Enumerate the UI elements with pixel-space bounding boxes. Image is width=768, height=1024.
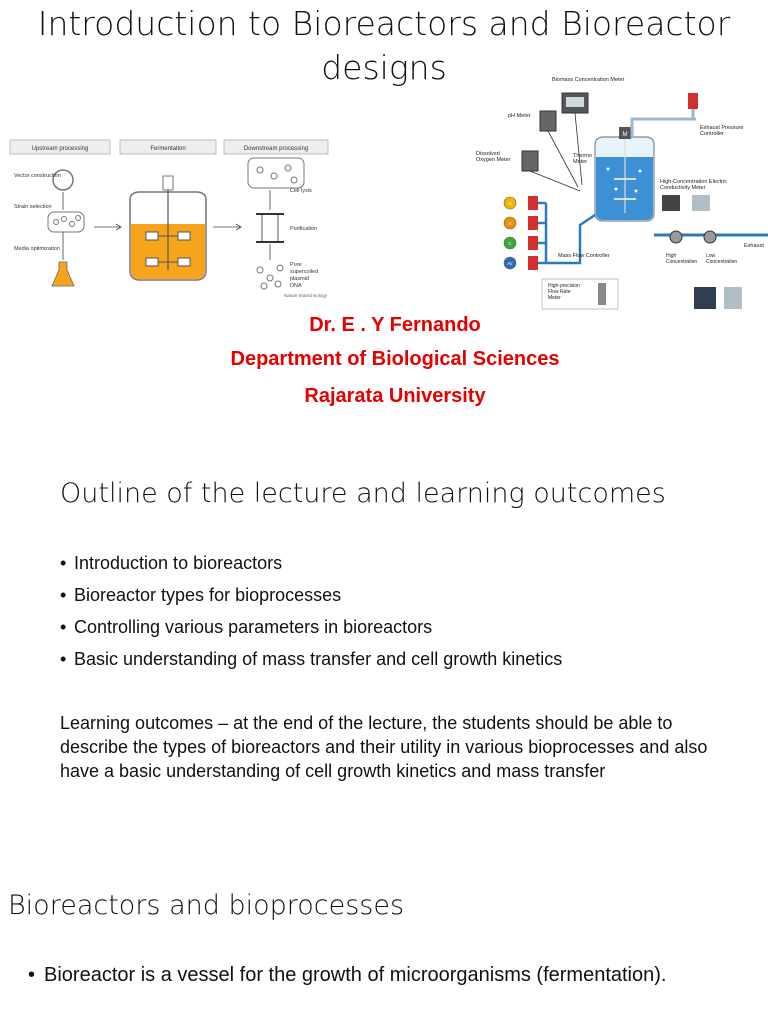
stage-upstream: Upstream processing <box>31 146 89 152</box>
label-purification: Purification <box>290 226 318 232</box>
gas-label-o: O <box>508 201 512 206</box>
learning-outcomes: Learning outcomes – at the end of the lecture, the students should be able to describe the types of bioreactors and their utility in various bioprocesses and also have a basic understanding of cell growth kinetics and mass transfer <box>60 713 708 781</box>
label-vector: Vector construction <box>14 173 61 179</box>
outline-item-4: • Basic understanding of mass transfer and cell growth kinetics <box>60 645 760 677</box>
department: Department of Biological Sciences <box>230 348 560 370</box>
hc-meter-icon <box>662 195 680 211</box>
stage-downstream: Downstream processing <box>243 146 309 152</box>
low-valve-icon <box>704 231 716 243</box>
title-line-2: designs <box>321 48 447 87</box>
low-sensor-icon <box>724 287 742 309</box>
bioreactor-figure <box>470 75 768 315</box>
do-meter-icon <box>522 151 538 171</box>
label-hp-3: Meter <box>548 295 561 301</box>
label-mfc: Mass Flow Controller <box>558 253 610 259</box>
label-do-2: Oxygen Meter <box>476 157 511 163</box>
outline-item-2: • Bioreactor types for bioprocesses <box>60 581 760 613</box>
outline-item-3: • Controlling various parameters in bioreactors <box>60 613 760 645</box>
bioreactors-heading: Bioreactors and bioprocesses <box>8 890 405 921</box>
outline-list <box>60 549 760 677</box>
ph-meter-icon <box>540 111 556 131</box>
label-hc-1: High-Concentration Electric <box>660 179 727 185</box>
label-hp-1: High-precision <box>548 283 580 289</box>
label-low-1: Low <box>706 253 716 259</box>
label-pure-2: supercoiled <box>290 269 319 275</box>
label-high-1: High <box>666 253 677 259</box>
column-icon <box>262 214 278 242</box>
label-hp-2: Flow Rate <box>548 289 571 295</box>
flow-meter-icon <box>598 283 606 305</box>
hc-sensor-icon <box>692 195 710 211</box>
stage-fermentation: Fermentation <box>150 146 186 152</box>
bioreactor-bullet-1: • Bioreactor is a vessel for the growth of microorganisms (fermentation). <box>28 962 748 988</box>
mfc-2 <box>528 216 538 230</box>
label-thermo-1: Thermo <box>573 153 592 159</box>
label-lysis: Cell lysis <box>290 188 312 194</box>
mfc-3 <box>528 236 538 250</box>
mfc-4 <box>528 256 538 270</box>
outline-heading: Outline of the lecture and learning outcomes <box>60 478 666 509</box>
label-m: M <box>622 132 628 138</box>
motor-icon <box>163 176 173 190</box>
label-pure-3: plasmid <box>290 276 309 282</box>
label-ph: pH Meter <box>508 113 531 119</box>
outline-item-1: • Introduction to bioreactors <box>60 549 760 581</box>
label-pure-4: DNA <box>290 283 302 289</box>
label-exhaust: Exhaust <box>744 243 764 249</box>
author-name: Dr. E . Y Fernando <box>309 314 481 336</box>
gas-label-air: Air <box>507 261 513 266</box>
label-strain: Strain selection <box>14 204 52 210</box>
label-do-1: Dissolved <box>476 151 500 157</box>
bioreactor-bullets <box>28 962 748 988</box>
bioprocess-figure <box>8 132 330 302</box>
gas-label-n: N <box>508 221 512 226</box>
gas-label-c: C <box>508 241 512 246</box>
label-high-2: Concentration <box>666 259 698 265</box>
label-low-2: Concentration <box>706 259 738 265</box>
label-exhaust-p-2: Controller <box>700 131 724 137</box>
university: Rajarata University <box>304 385 486 407</box>
low-meter-icon <box>694 287 716 309</box>
label-thermo-2: Meter <box>573 159 588 165</box>
label-exhaust-p-1: Exhaust Pressure <box>700 125 744 131</box>
label-hc-2: Conductivity Meter <box>660 185 706 191</box>
title-line-1: Introduction to Bioreactors and Bioreactor <box>37 4 731 43</box>
figure-credit: Nature Biotechnology <box>284 293 328 298</box>
mfc-1 <box>528 196 538 210</box>
label-media: Media optimization <box>14 246 60 252</box>
label-pure-1: Pure <box>290 262 302 268</box>
label-biomass: Biomass Concentration Meter <box>552 77 625 83</box>
high-valve-icon <box>670 231 682 243</box>
exhaust-pressure-icon <box>688 93 698 109</box>
